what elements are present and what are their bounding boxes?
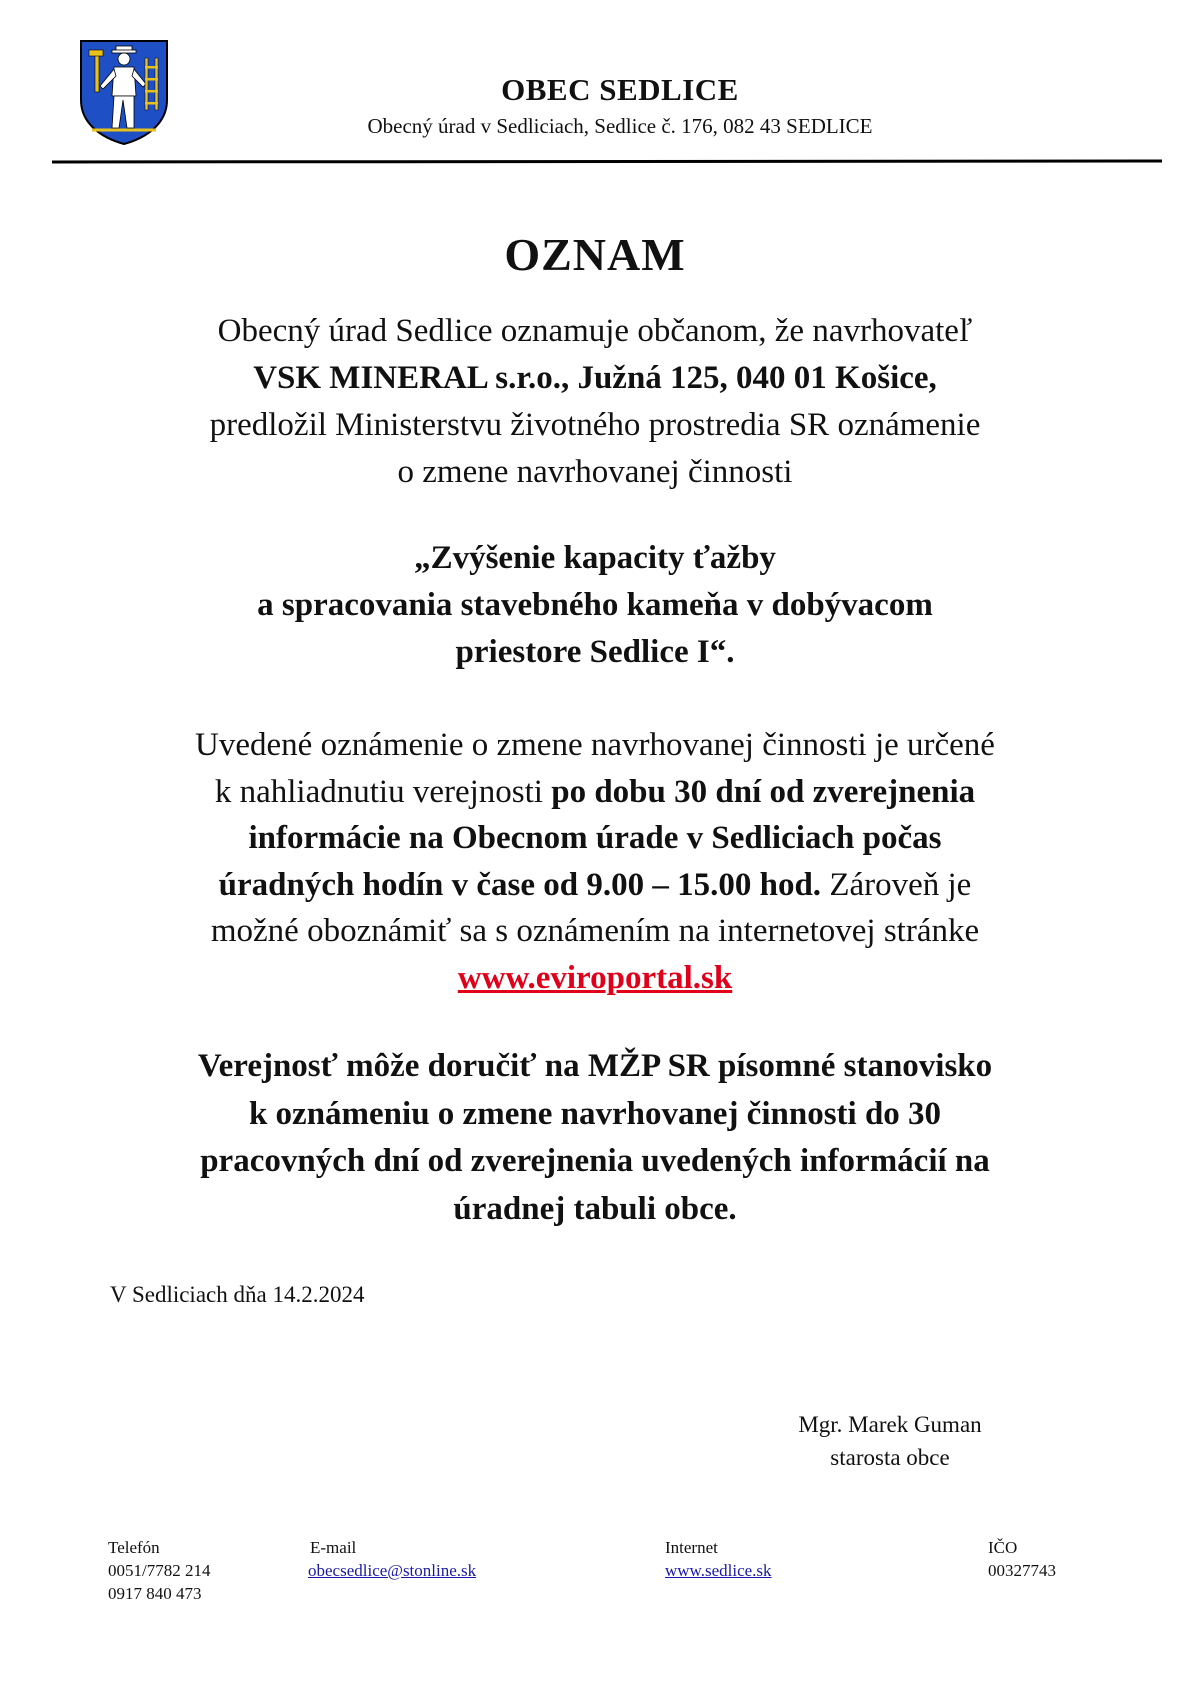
public-statement-paragraph — [95, 1043, 1095, 1233]
phone-number: 0917 840 473 — [108, 1584, 202, 1603]
signature-block — [760, 1408, 1020, 1474]
availability-line — [95, 862, 1095, 909]
intro-line: o zmene navrhovanej činnosti — [397, 454, 793, 490]
email-label: E-mail — [310, 1538, 357, 1557]
availability-line: možné oboznámiť sa s oznámením na internetovej stránke — [210, 913, 980, 950]
eviroportal-link[interactable]: www.eviroportal.sk — [457, 959, 733, 996]
project-name — [95, 535, 1095, 676]
website-link[interactable]: www.sedlice.sk — [665, 1561, 772, 1580]
footer-phone — [108, 1536, 210, 1605]
notice-intro — [95, 308, 1095, 496]
footer-email — [308, 1536, 476, 1582]
intro-line: Obecný úrad Sedlice oznamuje občanom, že navrhovateľ — [217, 313, 973, 349]
ico-label: IČO — [988, 1538, 1018, 1557]
org-address: Obecný úrad v Sedliciach, Sedlice č. 176, 082 43 SEDLICE — [367, 114, 873, 138]
footer-ico — [988, 1536, 1056, 1582]
project-line: priestore Sedlice I“. — [455, 634, 735, 670]
footer-web — [665, 1536, 772, 1582]
availability-text: Zároveň je — [821, 866, 972, 903]
ico-number: 00327743 — [988, 1561, 1056, 1580]
statement-line: pracovných dní od zverejnenia uvedených informácií na — [200, 1143, 990, 1179]
email-link[interactable]: obecsedlice@stonline.sk — [308, 1561, 477, 1580]
phone-label: Telefón — [108, 1538, 160, 1557]
availability-line: Uvedené oznámenie o zmene navrhovanej činnosti je určené — [195, 727, 995, 763]
phone-number: 0051/7782 214 — [108, 1561, 211, 1580]
intro-line: predložil Ministerstvu životného prostredia SR oznámenie — [209, 407, 981, 443]
availability-paragraph — [95, 722, 1095, 1002]
coat-of-arms-icon — [78, 38, 170, 146]
signatory-name: Mgr. Marek Guman — [798, 1412, 982, 1437]
notice-title: OZNAM — [504, 229, 686, 280]
applicant-line: VSK MINERAL s.r.o., Južná 125, 040 01 Košice, — [253, 360, 937, 396]
project-line: a spracovania stavebného kameňa v dobývacom — [257, 587, 933, 623]
header-divider — [52, 160, 1162, 164]
issue-date: V Sedliciach dňa 14.2.2024 — [110, 1282, 365, 1307]
statement-line: úradnej tabuli obce. — [453, 1190, 737, 1227]
org-name: OBEC SEDLICE — [501, 72, 739, 107]
statement-line: Verejnosť môže doručiť na MŽP SR písomné stanovisko — [197, 1048, 993, 1084]
availability-text: k nahliadnutiu verejnosti — [214, 773, 552, 810]
web-label: Internet — [665, 1538, 718, 1557]
project-line: „Zvýšenie kapacity ťažby — [414, 540, 776, 576]
availability-line: informácie na Obecnom úrade v Sedliciach počas — [248, 820, 942, 857]
availability-period: po dobu 30 dní od zverejnenia — [551, 773, 976, 810]
office-hours: úradných hodín v čase od 9.00 – 15.00 hod. — [218, 866, 822, 903]
statement-line: k oznámeniu o zmene navrhovanej činnosti do 30 — [248, 1095, 942, 1132]
availability-line — [95, 769, 1095, 816]
signatory-role: starosta obce — [830, 1445, 950, 1470]
